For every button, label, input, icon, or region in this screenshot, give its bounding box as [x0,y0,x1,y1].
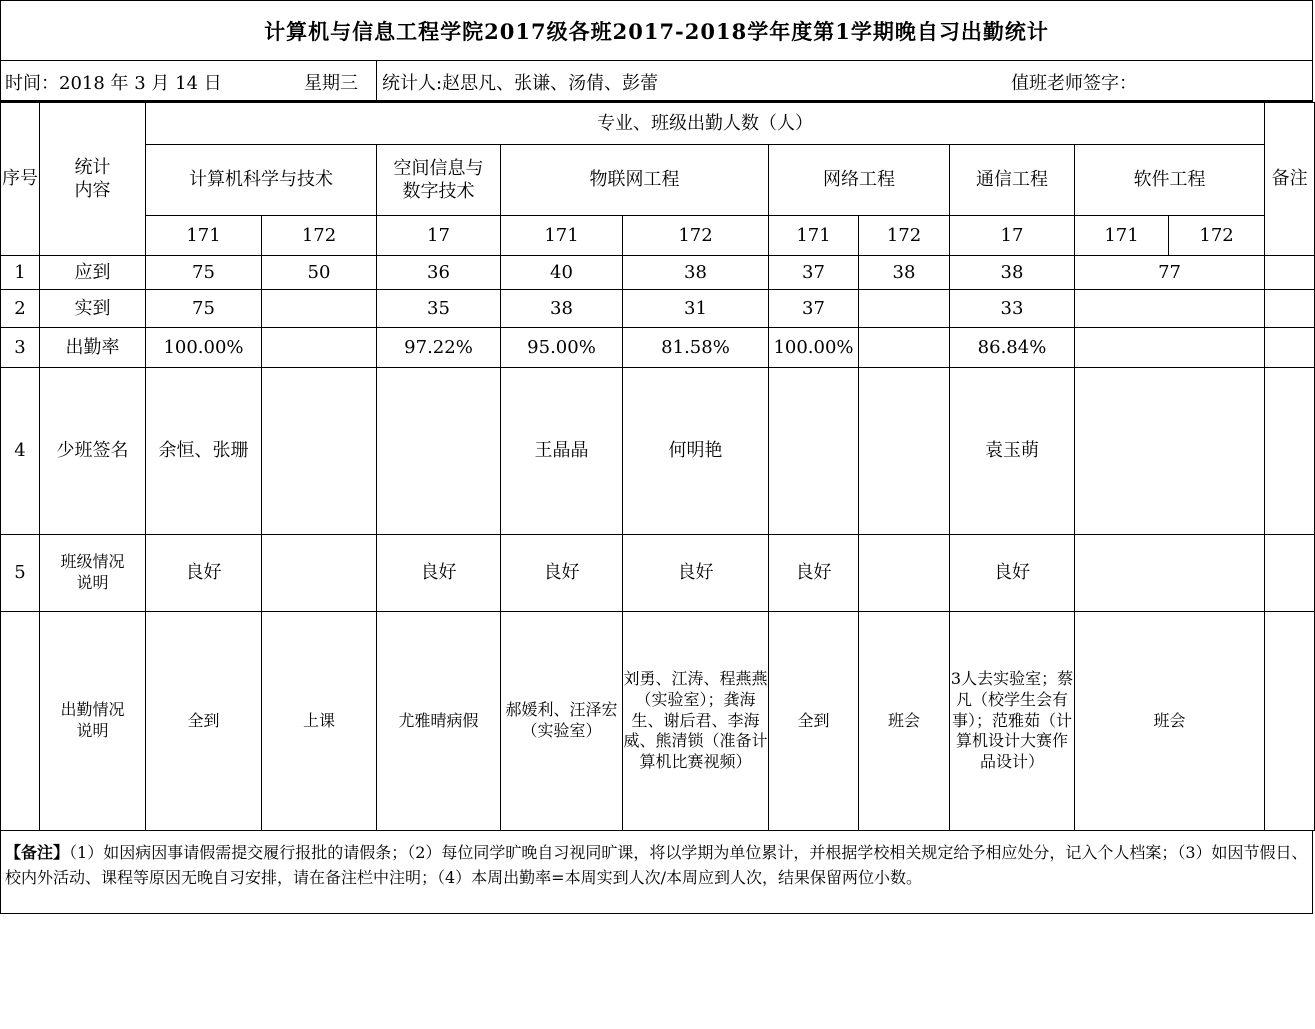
major-software: 软件工程 [1075,145,1265,216]
cell-cs-172: 50 [262,256,377,290]
row-number [1,612,40,831]
cell-remarks [1265,368,1315,535]
class-comm-17: 17 [950,216,1075,256]
cell-spatial-17: 36 [377,256,501,290]
row-label: 应到 [40,256,146,290]
cell-cs-171: 75 [146,290,262,328]
row-number: 2 [1,290,40,328]
table-row [1,328,1315,368]
cell-cs-171: 75 [146,256,262,290]
cell-iot-171: 95.00% [501,328,623,368]
cell-iot-171: 良好 [501,535,623,612]
cell-cs-172 [262,328,377,368]
cell-iot-172: 何明艳 [623,368,769,535]
cell-cs-171: 余恒、张珊 [146,368,262,535]
cell-cs-172: 上课 [262,612,377,831]
cell-net-172 [859,328,950,368]
cell-comm-17: 良好 [950,535,1075,612]
row-number: 1 [1,256,40,290]
cell-cs-171: 全到 [146,612,262,831]
remarks-header: 备注 [1265,103,1315,256]
cell-software [1075,290,1265,328]
footnote-label: 【备注】 [5,843,70,862]
cell-cs-171: 100.00% [146,328,262,368]
class-iot-171: 171 [501,216,623,256]
row-label: 实到 [40,290,146,328]
cell-comm-17: 3人去实验室；蔡凡（校学生会有事）；范雅茹（计算机设计大赛作品设计） [950,612,1075,831]
table-row [1,612,1315,831]
cell-software: 77 [1075,256,1265,290]
footnote-text: （1）如因病因事请假需提交履行报批的请假条；（2）每位同学旷晚自习视同旷课，将以学期为单位累计，并根据学校相关规定给予相应处分，记入个人档案；（3）如因节假日、校内外活动、课程等原因无晚自习安排，请在备注栏中注明；（4）本周出勤率=本周实到人次/本周应到人次，结果保留两位小数。 [5,843,1308,887]
row-label: 出勤率 [40,328,146,368]
counters-label: 统计人:赵思凡、张谦、汤倩、彭蕾 [382,73,659,94]
cell-net-172: 38 [859,256,950,290]
row-number: 3 [1,328,40,368]
cell-iot-172: 31 [623,290,769,328]
table-row [1,256,1315,290]
cell-net-172 [859,290,950,328]
cell-net-172: 班会 [859,612,950,831]
cell-net-171 [769,368,859,535]
cell-comm-17: 38 [950,256,1075,290]
cell-iot-171: 40 [501,256,623,290]
cell-cs-172 [262,368,377,535]
cell-iot-171: 38 [501,290,623,328]
teacher-sign-label: 值班老师签字： [1011,73,1137,94]
cell-comm-17: 33 [950,290,1075,328]
date-label: 时间：2018 年 3 月 14 日 [5,73,222,94]
table-row [1,368,1315,535]
cell-iot-171: 王晶晶 [501,368,623,535]
cell-spatial-17: 良好 [377,535,501,612]
cell-remarks [1265,612,1315,831]
major-network: 网络工程 [769,145,950,216]
class-iot-172: 172 [623,216,769,256]
cell-net-171: 100.00% [769,328,859,368]
major-cs: 计算机科学与技术 [146,145,377,216]
cell-remarks [1265,535,1315,612]
row-label: 出勤情况 说明 [40,612,146,831]
cell-spatial-17: 尤雅晴病假 [377,612,501,831]
cell-net-172 [859,535,950,612]
meta-bar [0,60,1313,102]
cell-remarks [1265,328,1315,368]
cell-net-171: 全到 [769,612,859,831]
cell-remarks [1265,290,1315,328]
cell-spatial-17: 35 [377,290,501,328]
cell-net-171: 37 [769,290,859,328]
class-net-171: 171 [769,216,859,256]
cell-cs-171: 良好 [146,535,262,612]
weekday-label: 星期三 [304,73,358,94]
cell-software: 班会 [1075,612,1265,831]
cell-iot-172: 刘勇、江涛、程燕燕（实验室）；龚海生、谢后君、李海威、熊清锁（准备计算机比赛视频） [623,612,769,831]
row-number: 5 [1,535,40,612]
attendance-table [0,102,1315,831]
cell-comm-17: 86.84% [950,328,1075,368]
row-number: 4 [1,368,40,535]
page-title: 计算机与信息工程学院2017级各班2017-2018学年度第1学期晚自习出勤统计 [0,0,1313,60]
cell-cs-172 [262,290,377,328]
class-spatial-17: 17 [377,216,501,256]
row-label: 班级情况 说明 [40,535,146,612]
cell-software [1075,328,1265,368]
cell-net-171: 良好 [769,535,859,612]
class-sw-171: 171 [1075,216,1169,256]
cell-net-171: 37 [769,256,859,290]
cell-spatial-17 [377,368,501,535]
class-net-172: 172 [859,216,950,256]
class-cs-172: 172 [262,216,377,256]
major-comm: 通信工程 [950,145,1075,216]
major-iot: 物联网工程 [501,145,769,216]
seq-header: 序号 [1,103,40,256]
table-row [1,535,1315,612]
cell-iot-172: 81.58% [623,328,769,368]
footnote [0,830,1313,914]
cell-remarks [1265,256,1315,290]
major-spatial: 空间信息与 数字技术 [377,145,501,216]
content-header: 统计 内容 [40,103,146,256]
table-row [1,290,1315,328]
meta-divider [376,61,377,101]
cell-software [1075,535,1265,612]
cell-cs-172 [262,535,377,612]
cell-iot-171: 郝媛利、汪泽宏（实验室） [501,612,623,831]
cell-iot-172: 良好 [623,535,769,612]
class-sw-172: 172 [1169,216,1265,256]
cell-comm-17: 袁玉萌 [950,368,1075,535]
cell-spatial-17: 97.22% [377,328,501,368]
cell-net-172 [859,368,950,535]
majors-group-header: 专业、班级出勤人数（人） [146,103,1265,145]
row-label: 少班签名 [40,368,146,535]
class-cs-171: 171 [146,216,262,256]
cell-iot-172: 38 [623,256,769,290]
cell-software [1075,368,1265,535]
